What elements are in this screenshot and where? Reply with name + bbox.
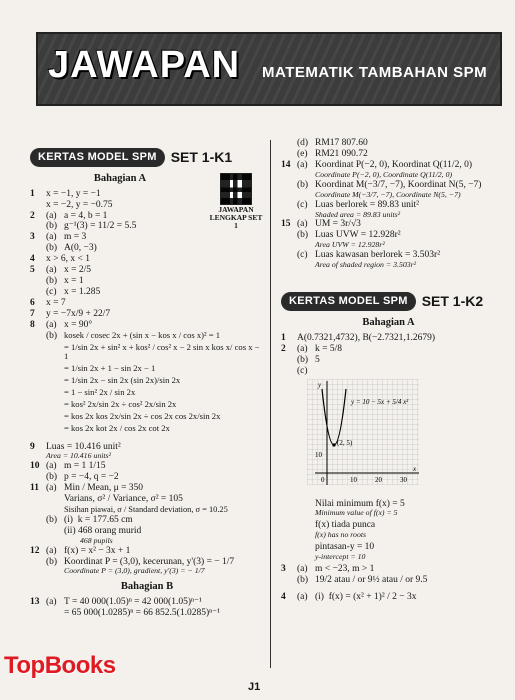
set-heading-k1: [30, 148, 264, 167]
section-title-a: Bahagian A: [362, 316, 415, 328]
answer-k2-q4: 4 (a) (i) f(x) = (x² + 1)² / 2 − 3x: [281, 592, 417, 602]
answer-q8: 8 (a) x = 90°: [30, 319, 93, 330]
proof-steps: kosek / cosec 2x + (sin x − kos x / cos x)² = 1 = 1/sin 2x + sin² x + kos² / cos² x − 2 sin x kos x/ cos x − 1 = 1/sin 2x + 1 − sin 2x − 1 = 1/sin 2x − sin 2x (sin 2x)/sin 2x = 1 − sin² 2x / sin 2x = kos² 2x/sin 2x ÷ cos² 2x/sin 2x = kos 2x kos 2x/sin 2x ÷ cos 2x cos 2x/sin 2x = kos 2x kot 2x / cos 2x cot 2x: [64, 329, 260, 433]
svg-text:y = 10 − 5x + 5/4 x²: y = 10 − 5x + 5/4 x²: [351, 397, 409, 406]
answer-q10: 10 (a) m = 1 1/15: [30, 461, 106, 472]
answer-q13: 13 (a) T = 40 000(1.05)ⁿ = 42 000(1.05)ⁿ⁻¹ = 65 000(1.0285)ⁿ = 66 852.5(1.0285)ⁿ⁻¹: [30, 597, 220, 619]
left-column: KERTAS MODEL SPM SET 1-K1 JAWAPAN LENGKAP SET 1 Bahagian A 1 x = −1, y = −1 x = −2, y = −0.75 2 (a) a = 4, b = 1 (b) g⁻¹(3) = 11/2 = 5.5 3 (a) m = 3 (b) A(0, −3) 4 x > 6, x < 1 5 (a) x = 2/5 (b) x = 1 (c) x = 1.285 6 x = 7 7 y = −7x/9 + 22/7 8 (a) x = 90° (b) kosek / cosec 2x + (sin x − kos x / cos x)² = 1 = 1/sin 2x + sin² x + kos² / cos² x − 2 sin x kos x/ cos x − 1 = 1/sin 2x + 1 − sin 2x − 1 = 1/sin 2x − sin 2x (sin 2x)/sin 2x = 1 − sin² 2x / sin 2x = kos² 2x/sin 2x ÷ cos² 2x/sin 2x = kos 2x kos 2x/sin 2x ÷ cos 2x cos 2x/sin 2x = kos 2x kot 2x / cos 2x cot 2x 9 Luas = 10.416 unit² Area = 10.416 units² 10 (a) m = 1 1/15 (b) p = −4, q = −2 11 (a) Min / Mean, μ = 350 Varians, σ² / Variance, σ² = 105 Sisihan piawai, σ / Standard deviation, σ = 10.25 (b) (i) k = 177.65 cm (ii) 468 orang murid 468 pupils 12 (a) f(x) = x² − 3x + 1 (b) Koordinat P = (3,0), kecerunan, y'(3) = − 1/7 Coordinate P = (3,0), gradient, y'(3) = − 1/7 Bahagian B 13 (a) T = 40 000(1.05)ⁿ = 42 000(1.05)ⁿ⁻¹ = 65 000(1.0285)ⁿ = 66 852.5(1.0285)ⁿ⁻¹: [30, 149, 263, 619]
answer-q11: 11 (a) Min / Mean, μ = 350 Varians, σ² / Variance, σ² = 105 Sisihan piawai, σ / Standard deviation, σ = 10.25: [30, 483, 228, 515]
answer-q15: 15 (a) UM = 3r/√3: [281, 219, 361, 230]
graph-svg: [307, 379, 419, 495]
svg-text:0: 0: [321, 475, 325, 484]
answer-k2-q1: 1 A(0.7321,4732), B(−2.7321,1.2679): [281, 332, 436, 343]
svg-text:x: x: [413, 464, 417, 473]
graph-notes: Nilai minimum f(x) = 5 Minimum value of f(x) = 5 f(x) tiada punca f(x) has no roots pintasan-y = 10 y-intercept = 10: [315, 498, 405, 562]
publisher-logo: TopBooks: [4, 652, 116, 679]
answer-k2-q2: 2 (a) k = 5/8: [281, 343, 342, 354]
section-title-a: Bahagian A: [93, 172, 147, 184]
set-label: KERTAS MODEL SPM: [281, 292, 416, 311]
right-column: (d) RM17 807.60 (e) RM21 090.72 14 (a) Koordinat P(−2, 0), Koordinat Q(11/2, 0) Coordinate P(−2, 0), Coordinate Q(11/2, 0) (b) Koordinat M(−3/7, −7), Koordinat N(5, −7) Coordinate M(−3/7, −7), Coordinate N(5, −7) (c) Luas berlorek = 89.83 unit² Shaded area = 89.83 units² 15 (a) UM = 3r/√3 (b) Luas UVW = 12.928r² Area UVW = 12.928r² (c) Luas kawasan berlorek = 3.503r² Area of shaded region = 3.503r² KERTAS MODEL SPM SET 1-K2 Bahagian A 1 A(0.7321,4732), B(−2.7321,1.2679) 2 (a) k = 5/8 (b) 5 (c) y x 10 0 10 20 30 (2, 5) y = 10 − 5x + 5/4 x² Nilai minimum f(x) = 5 Minimum value of f(x) = 5 f(x) tiada punca f(x) has no roots pintasan-y = 10 y-intercept = 10 3 (a) m < −23, m > 1 (b) 19/2 atau / or 9½ atau / or 9.5 4 (a) (i) f(x) = (x² + 1)² / 2 − 3x: [281, 138, 496, 603]
set-code: SET 1-K1: [170, 149, 233, 166]
svg-text:30: 30: [400, 475, 407, 484]
banner-title: JAWAPAN: [48, 44, 241, 86]
set-label: KERTAS MODEL SPM: [30, 148, 165, 167]
answer-q4: 4 x > 6, x < 1: [30, 254, 90, 265]
answer-q7: 7 y = −7x/9 + 22/7: [30, 308, 111, 319]
svg-text:y: y: [318, 380, 322, 389]
quadratic-graph: [307, 379, 419, 495]
answer-q6: 6 x = 7: [30, 297, 66, 308]
answer-q12: 12 (a) f(x) = x² − 3x + 1: [30, 545, 131, 556]
answer-k2-q3: 3 (a) m < −23, m > 1: [281, 564, 375, 575]
answer-q1: 1 x = −1, y = −1 x = −2, y = −0.75: [30, 188, 113, 210]
svg-text:20: 20: [375, 475, 382, 484]
answer-q9: 9 Luas = 10.416 unit² Area = 10.416 units²: [30, 441, 121, 461]
column-divider: [270, 140, 271, 668]
graph-grid: [307, 379, 419, 485]
answer-q2: 2 (a) a = 4, b = 1: [30, 210, 108, 221]
page-number: J1: [248, 681, 261, 693]
answer-q3: 3 (a) m = 3: [30, 232, 87, 243]
qr-label: JAWAPAN LENGKAP SET 1: [209, 204, 263, 231]
answer-q14: 14 (a) Koordinat P(−2, 0), Koordinat Q(11/2, 0) Coordinate P(−2, 0), Coordinate Q(11/2, 0): [281, 159, 472, 179]
minimum-point: [332, 443, 335, 446]
svg-text:10: 10: [350, 475, 357, 484]
qr-code[interactable]: [220, 173, 252, 205]
set-code: SET 1-K2: [421, 293, 484, 310]
section-title-b: Bahagian B: [120, 581, 174, 593]
header-banner: [36, 32, 502, 106]
answer-q5: 5 (a) x = 2/5: [30, 265, 91, 276]
svg-text:10: 10: [315, 450, 322, 459]
svg-text:(2, 5): (2, 5): [337, 438, 353, 447]
set-heading-k2: [281, 292, 496, 311]
banner-subtitle: MATEMATIK TAMBAHAN SPM: [262, 64, 488, 81]
